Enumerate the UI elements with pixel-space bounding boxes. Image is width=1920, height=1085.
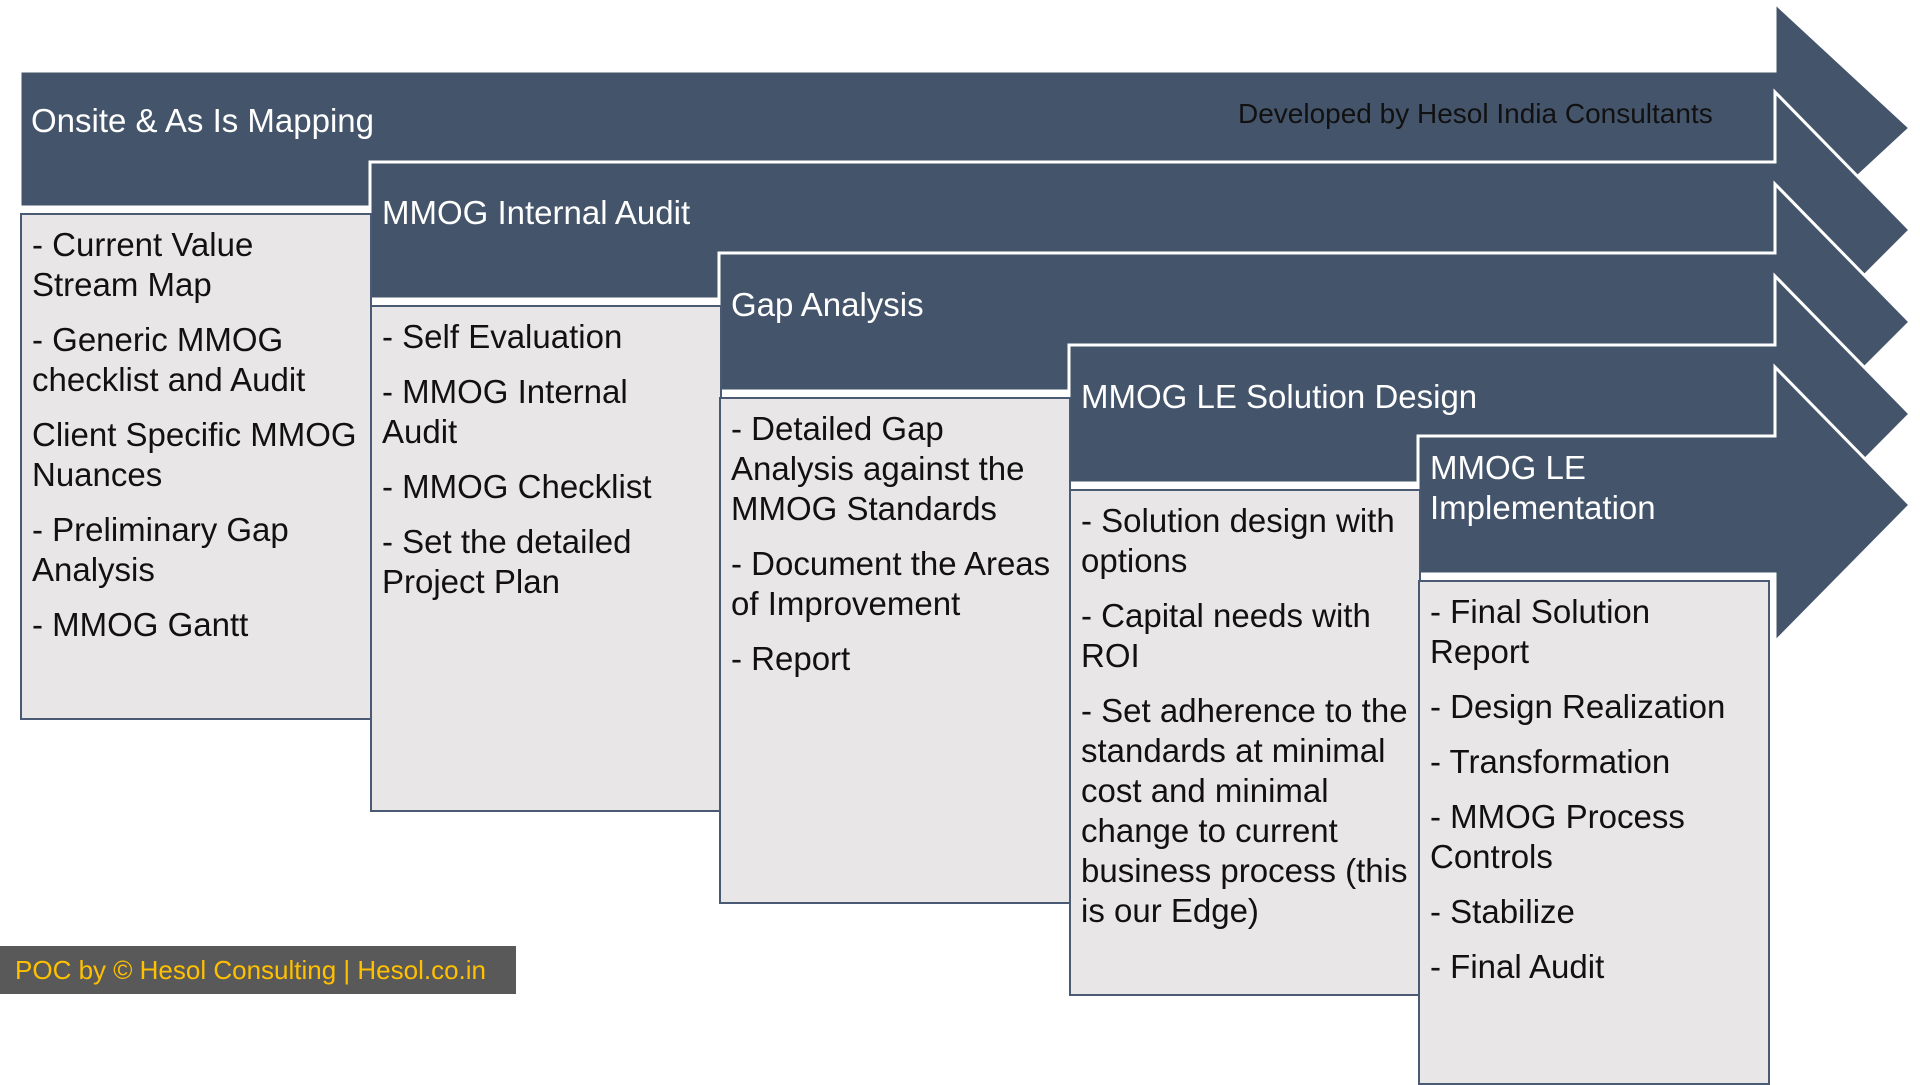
list-item: - MMOG Process Controls (1430, 798, 1685, 875)
stage-items-list (1430, 592, 1758, 987)
list-item: - Final Solution Report (1430, 593, 1651, 670)
stage-box-onsite-as-is-mapping (20, 213, 372, 720)
stage-items-list (1081, 501, 1409, 931)
list-item: - Stabilize (1430, 893, 1575, 930)
poc-banner: POC by © Hesol Consulting | Hesol.co.in (0, 946, 516, 994)
list-item: - MMOG Internal Audit (382, 373, 628, 450)
list-item: - MMOG Checklist (382, 468, 652, 505)
list-item: - Report (731, 640, 851, 677)
stage-box-mmog-le-solution-design (1069, 489, 1421, 996)
list-item: - Current Value Stream Map (32, 226, 254, 303)
developer-credit: Developed by Hesol India Consultants (1238, 98, 1713, 129)
list-item: - Document the Areas of Improvement (731, 545, 1051, 622)
stage-box-gap-analysis (719, 397, 1071, 904)
stage-items-list (32, 225, 360, 645)
list-item: - Design Realization (1430, 688, 1726, 725)
list-item: - Generic MMOG checklist and Audit (32, 321, 306, 398)
stage-title-mmog-le-implementation: MMOG LE Implementation (1430, 449, 1656, 526)
list-item: - Detailed Gap Analysis against the MMOG Standards (731, 410, 1025, 527)
list-item: - Capital needs with ROI (1081, 597, 1371, 674)
stage-title-mmog-le-solution-design: MMOG LE Solution Design (1081, 378, 1478, 415)
list-item: - Set adherence to the standards at minimal cost and minimal change to current business process (this is our Edge) (1081, 692, 1408, 929)
stage-title-onsite-as-is-mapping: Onsite & As Is Mapping (31, 102, 375, 139)
list-item: - Preliminary Gap Analysis (32, 511, 289, 588)
stage-title-mmog-internal-audit: MMOG Internal Audit (382, 194, 691, 231)
list-item: - Self Evaluation (382, 318, 623, 355)
list-item: - Set the detailed Project Plan (382, 523, 632, 600)
stage-items-list (382, 317, 710, 602)
list-item: - Final Audit (1430, 948, 1605, 985)
stage-items-list (731, 409, 1059, 679)
list-item: - Solution design with options (1081, 502, 1395, 579)
list-item: Client Specific MMOG Nuances (32, 416, 357, 493)
stage-box-mmog-le-implementation (1418, 580, 1770, 1085)
stage-box-mmog-internal-audit (370, 305, 722, 812)
stage-title-gap-analysis: Gap Analysis (731, 286, 924, 323)
list-item: - MMOG Gantt (32, 606, 249, 643)
list-item: - Transformation (1430, 743, 1671, 780)
